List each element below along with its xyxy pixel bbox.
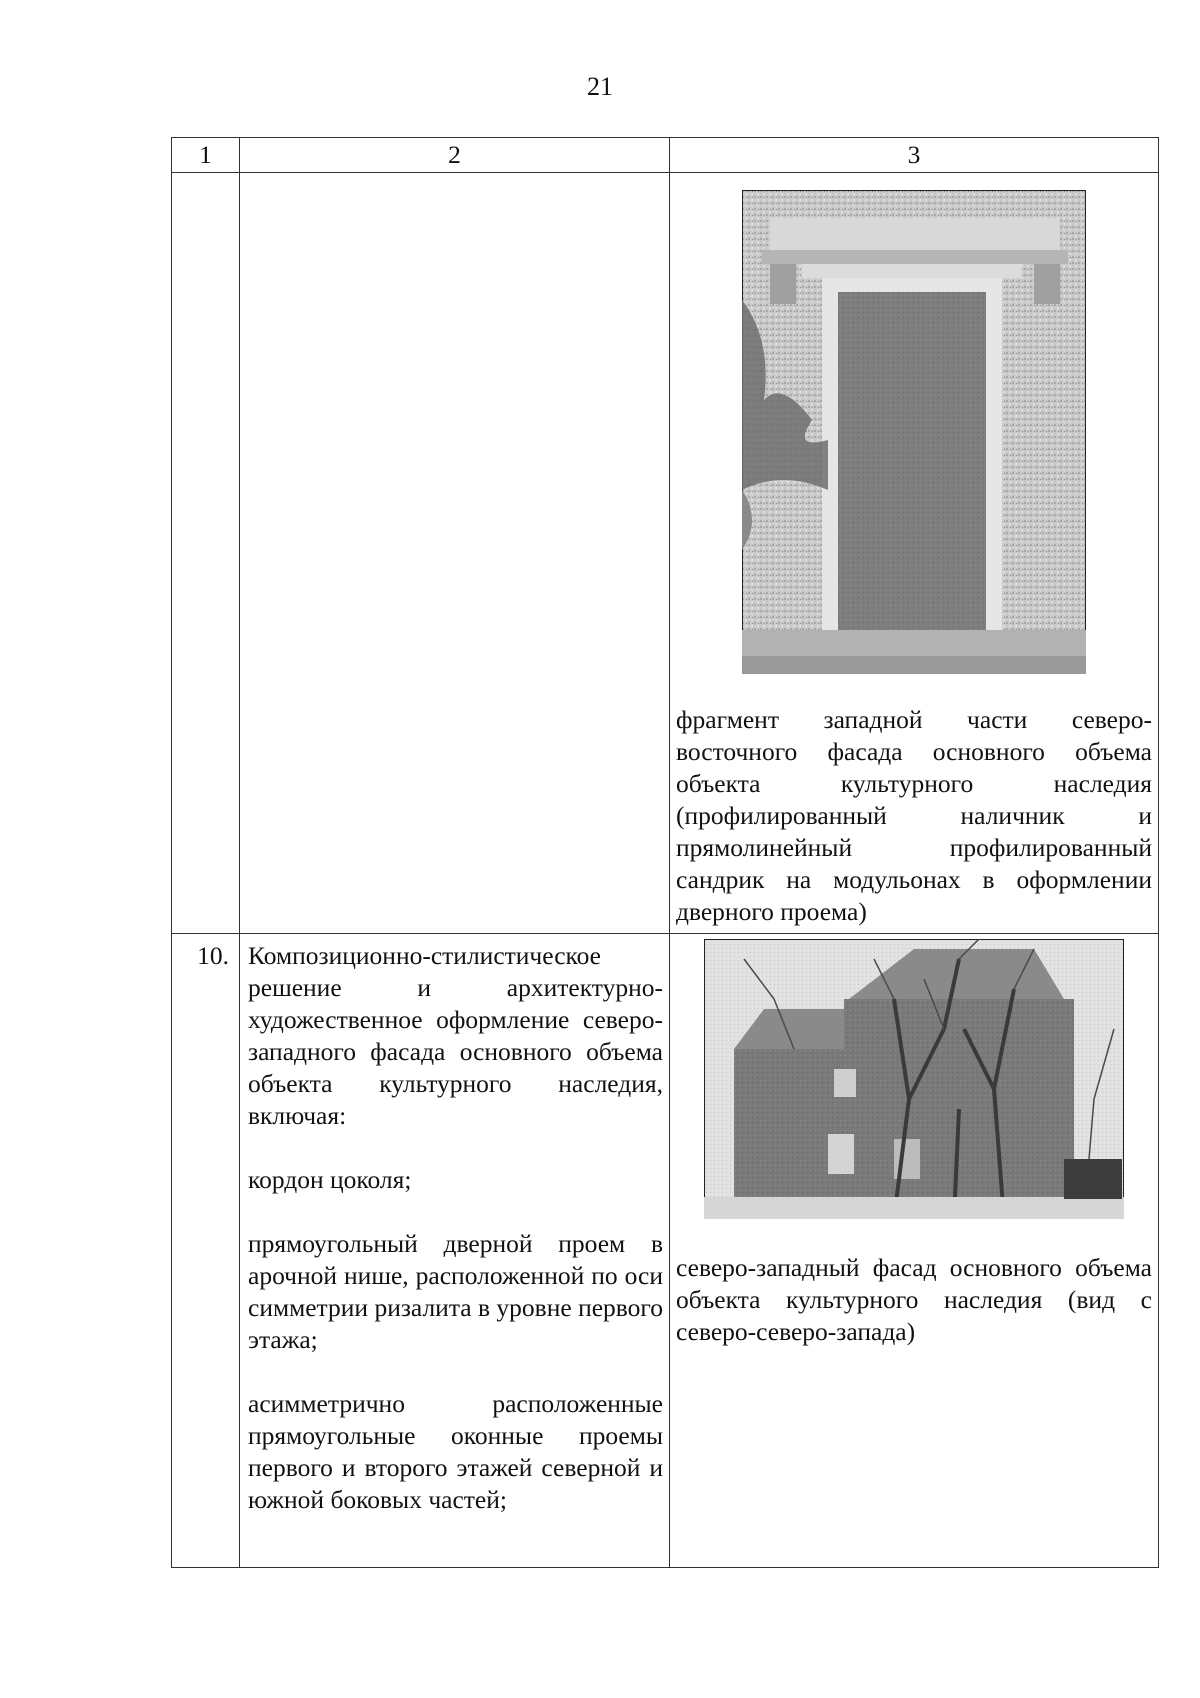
header-col-3: 3: [670, 138, 1159, 173]
header-col-2: 2: [240, 138, 670, 173]
description-paragraph: прямоугольный дверной проем в арочной нише, расположенной по оси симметрии ризалита в уровне первого этажа;: [248, 1229, 663, 1354]
table-row: [172, 934, 1159, 1568]
description-paragraph: асимметрично расположенные прямоугольные оконные проемы первого и второго этажей северной и южной боковых частей;: [248, 1389, 663, 1514]
header-col-1: 1: [172, 138, 240, 173]
building-facade-photo-icon: [704, 939, 1124, 1219]
row-photo-cell: [670, 173, 1159, 934]
description-paragraph: кордон цоколя;: [248, 1165, 412, 1194]
table-header-row: [172, 138, 1159, 173]
row-number-cell: 10.: [172, 934, 240, 1568]
page-number: 21: [587, 72, 613, 101]
row-description-cell: [240, 934, 670, 1568]
row-photo-cell: [670, 934, 1159, 1568]
door-facade-photo-icon: [742, 190, 1086, 674]
photo-caption: фрагмент западной части северо-восточного фасада основного объема объекта культурного наследия (профилированный наличник и прямолинейный профилированный сандрик на модульонах в оформлении дверного проема): [676, 705, 1152, 926]
row-number-cell: [172, 173, 240, 934]
table-row: [172, 173, 1159, 934]
description-paragraph: Композиционно-стилистическое решение и архитектурно-художественное оформление северо-западного фасада основного объема объекта культурного наследия, включая:: [248, 941, 663, 1130]
row-description-cell: [240, 173, 670, 934]
photo-caption: северо-западный фасад основного объема объекта культурного наследия (вид с северо-северо-запада): [676, 1253, 1152, 1346]
heritage-elements-table: [171, 137, 1159, 1568]
